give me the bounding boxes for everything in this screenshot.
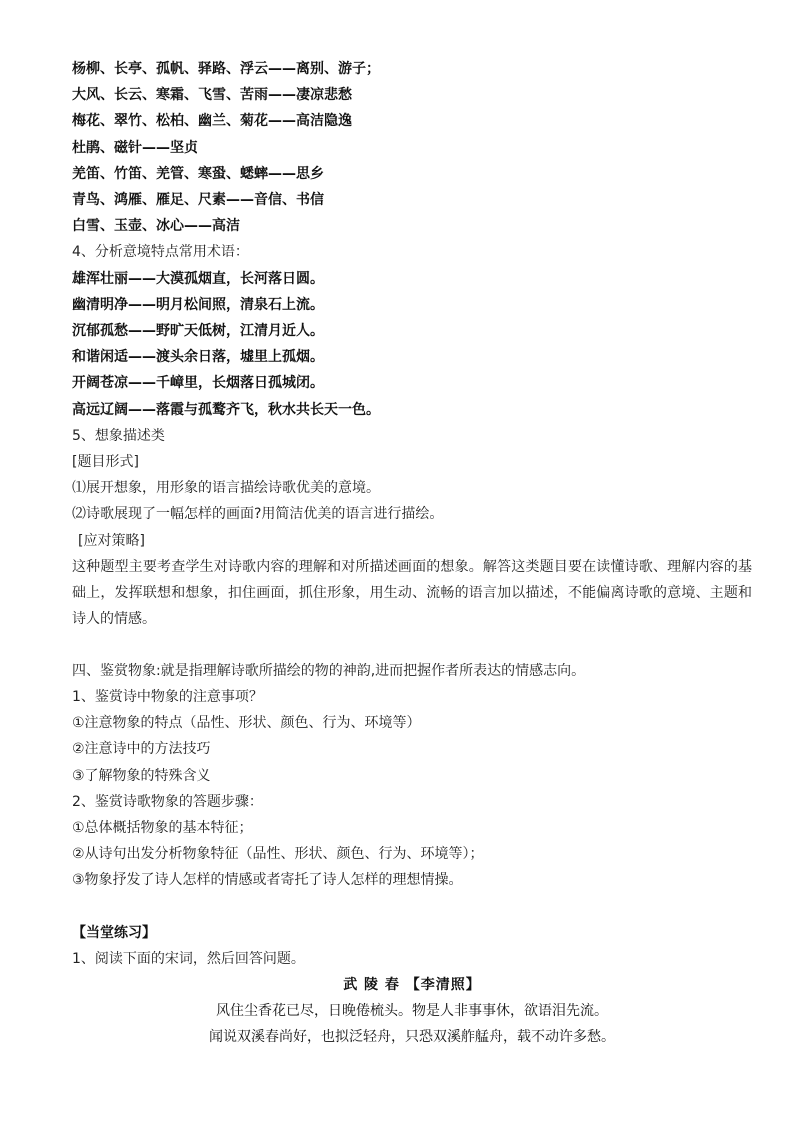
terms-list — [72, 266, 752, 423]
spacer — [72, 632, 752, 658]
imagery-item: 杜鹃、磁针——坚贞 — [72, 139, 198, 156]
strategy-paragraph: 这种题型主要考查学生对诗歌内容的理解和对所描述画面的想象。解答这类题目要在读懂诗歌、理解内容的基础上，发挥联想和想象，扣住画面，抓住形象，用生动、流畅的语言加以描述，不能偏离诗歌的意境、主题和诗人的情感。 — [72, 558, 752, 627]
term-item: 开阔苍凉——千嶂里，长烟落日孤城闭。 — [72, 375, 324, 392]
imagery-item: 大风、长云、寒霜、飞雪、苦雨——凄凉悲愁 — [72, 87, 352, 104]
document-page — [72, 56, 752, 1050]
term-item: 雄浑壮丽——大漠孤烟直，长河落日圆。 — [72, 270, 324, 287]
part4-subheading: 2、鉴赏诗歌物象的答题步骤： — [72, 793, 263, 810]
part4-subheading: 1、鉴赏诗中物象的注意事项？ — [72, 689, 263, 706]
term-item: 沉郁孤愁——野旷天低树，江清月近人。 — [72, 323, 324, 340]
imagery-list — [72, 56, 752, 239]
imagery-item: 白雪、玉壶、冰心——高洁 — [72, 218, 240, 235]
part4-list-item: ②注意诗中的方法技巧 — [72, 741, 211, 758]
imagery-item: 杨柳、长亭、孤帆、驿路、浮云——离别、游子； — [72, 61, 380, 77]
part4-list-item: ③物象抒发了诗人怎样的情感或者寄托了诗人怎样的理想情操。 — [72, 872, 463, 889]
part4-list-item: ①总体概括物象的基本特征； — [72, 820, 253, 837]
part4-list-item: ①注意物象的特点（品性、形状、颜色、行为、环境等） — [72, 715, 421, 732]
section4-heading: 4、分析意境特点常用术语： — [72, 244, 249, 261]
imagery-item: 羌笛、竹笛、羌管、寒蛩、蟋蟀——思乡 — [72, 165, 324, 182]
term-item: 高远辽阔——落霞与孤鹜齐飞，秋水共长天一色。 — [72, 401, 380, 418]
imagery-item: 梅花、翠竹、松柏、幽兰、菊花——高洁隐逸 — [72, 113, 352, 130]
poem-line: 闻说双溪春尚好，也拟泛轻舟，只恐双溪舴艋舟，载不动许多愁。 — [209, 1029, 615, 1046]
question-form-item: ⑴展开想象，用形象的语言描绘诗歌优美的意境。 — [72, 480, 380, 497]
poem-line: 风住尘香花已尽，日晚倦梳头。物是人非事事休，欲语泪先流。 — [216, 1003, 608, 1020]
poem-title: 武 陵 春 【李清照】 — [343, 977, 481, 994]
part4-heading: 四、鉴赏物象:就是指理解诗歌所描绘的物的神韵,进而把握作者所表达的情感志向。 — [72, 662, 586, 679]
practice-heading: 【当堂练习】 — [72, 924, 156, 941]
strategy-label: [应对策略] — [78, 532, 145, 549]
practice-question: 1、阅读下面的宋词，然后回答问题。 — [72, 950, 305, 967]
part4-list-item: ②从诗句出发分析物象特征（品性、形状、颜色、行为、环境等）； — [72, 846, 484, 863]
part4-list-item: ③了解物象的特殊含义 — [72, 767, 211, 784]
term-item: 幽清明净——明月松间照，清泉石上流。 — [72, 296, 324, 313]
imagery-item: 青鸟、鸿雁、雁足、尺素——音信、书信 — [72, 192, 324, 209]
section5-heading: 5、想象描述类 — [72, 427, 165, 444]
question-form-label: [题目形式] — [72, 454, 139, 471]
question-form-item: ⑵诗歌展现了一幅怎样的画面?用简洁优美的语言进行描绘。 — [72, 506, 444, 523]
spacer — [72, 894, 752, 920]
term-item: 和谐闲适——渡头余日落，墟里上孤烟。 — [72, 349, 324, 366]
